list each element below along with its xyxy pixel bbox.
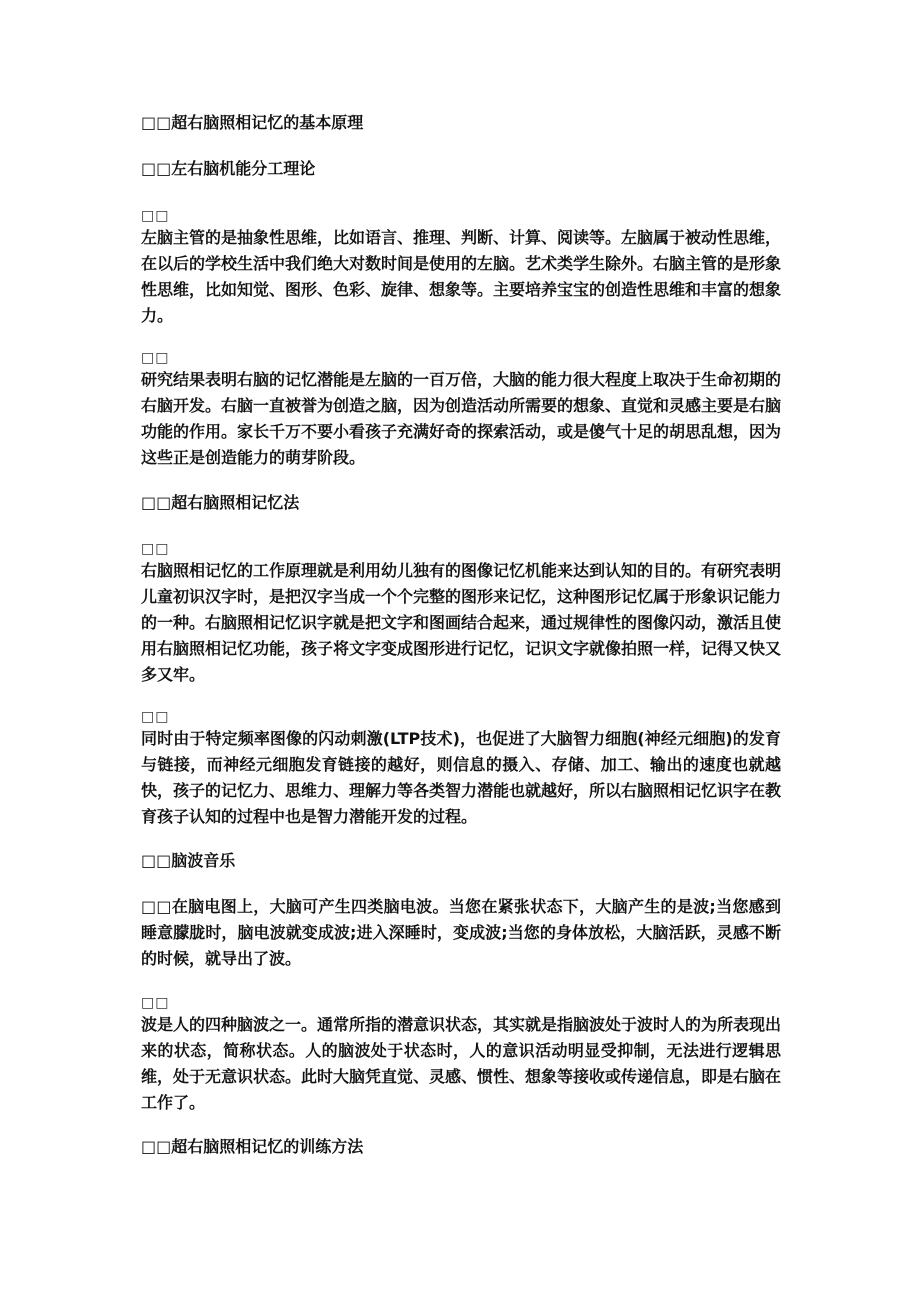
paragraph-marker: □□ <box>141 541 170 557</box>
paragraph-ltp-technology: 同时由于特定频率图像的闪动刺激(LTP技术)，也促进了大脑智力细胞(神经元细胞)的发育与链接，而神经元细胞发育链接的越好，则信息的摄入、存储、加工、输出的速度也就越快，孩子的记忆力、思维力、理解力等各类智力潜能也就越好，所以右脑照相记忆识字在教育孩子认知的过程中也是智力潜能开发的过程。 <box>141 729 782 826</box>
paragraph-marker: □□ <box>141 208 170 224</box>
paragraph-photo-memory-principle: 右脑照相记忆的工作原理就是利用幼儿独有的图像记忆机能来达到认知的目的。有研究表明儿童初识汉字时，是把汉字当成一个个完整的图形来记忆，这种图形记忆属于形象识记能力的一种。右脑照相记忆识字就是把文字和图画结合起来，通过规律性的图像闪动，激活且使用右脑照相记忆功能，孩子将文字变成图形进行记忆，记识文字就像拍照一样，记得又快又多又牢。 <box>141 561 782 684</box>
paragraph-marker: □□ <box>141 350 170 366</box>
paragraph-marker: □□ <box>141 995 170 1011</box>
section-heading-brainwave-music: □□脑波音乐 <box>141 851 236 870</box>
section-heading-brain-division: □□左右脑机能分工理论 <box>141 159 316 178</box>
section-heading-training-method: □□超右脑照相记忆的训练方法 <box>141 1137 364 1156</box>
paragraph-subconscious-state: 波是人的四种脑波之一。通常所指的潜意识状态，其实就是指脑波处于波时人的为所表现出来的状态，简称状态。人的脑波处于状态时，人的意识活动明显受抑制，无法进行逻辑思维，处于无意识状态。此时大脑凭直觉、灵感、惯性、想象等接收或传递信息，即是右脑在工作了。 <box>141 1015 782 1112</box>
paragraph-memory-potential: 研究结果表明右脑的记忆潜能是左脑的一百万倍，大脑的能力很大程度上取决于生命初期的右脑开发。右脑一直被誉为创造之脑，因为创造活动所需要的想象、直觉和灵感主要是右脑功能的作用。家长千万不要小看孩子充满好奇的探索活动，或是傻气十足的胡思乱想，因为这些正是创造能力的萌芽阶段。 <box>141 370 782 467</box>
paragraph-marker: □□ <box>141 709 170 725</box>
section-heading-photo-memory-method: □□超右脑照相记忆法 <box>141 493 300 512</box>
paragraph-left-right-brain: 左脑主管的是抽象性思维，比如语言、推理、判断、计算、阅读等。左脑属于被动性思维，在以后的学校生活中我们绝大对数时间是使用的左脑。艺术类学生除外。右脑主管的是形象性思维，比如知觉、图形、色彩、旋律、想象等。主要培养宝宝的创造性思维和丰富的想象力。 <box>141 228 782 325</box>
section-heading-basic-principle: □□超右脑照相记忆的基本原理 <box>141 113 364 132</box>
paragraph-brainwave-types: □□在脑电图上，大脑可产生四类脑电波。当您在紧张状态下，大脑产生的是波;当您感到睡意朦胧时，脑电波就变成波;进入深睡时，变成波;当您的身体放松，大脑活跃，灵感不断的时候，就导出了波。 <box>141 897 781 968</box>
